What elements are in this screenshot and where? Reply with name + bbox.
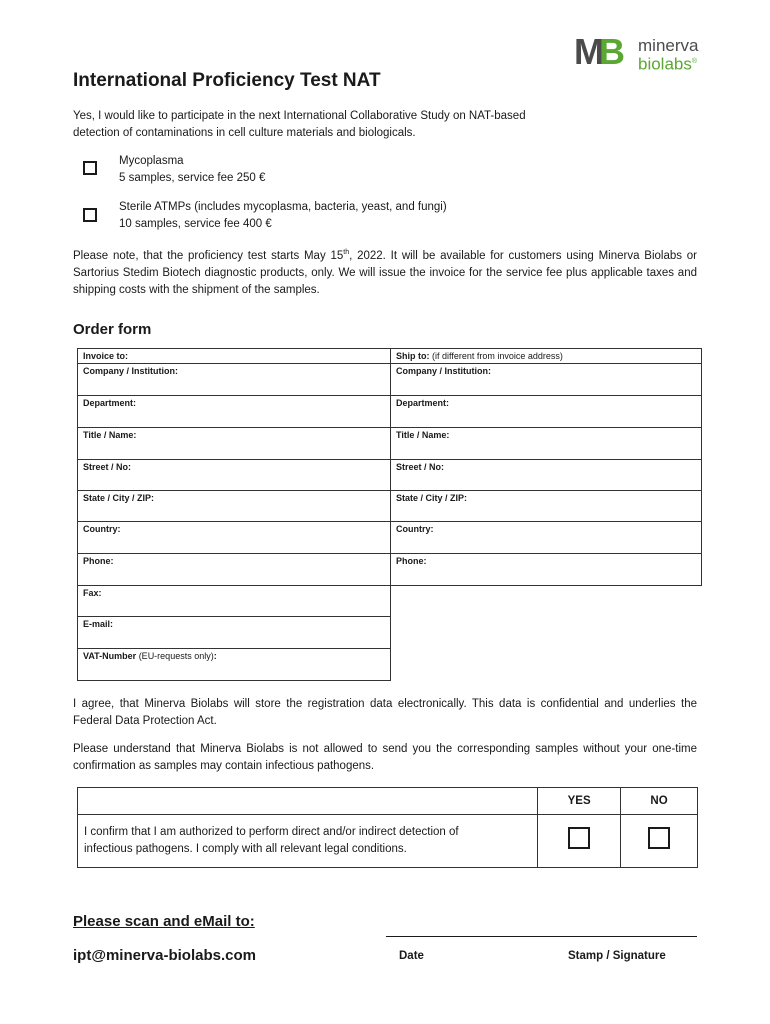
no-cell	[621, 815, 698, 868]
option-mycoplasma: Mycoplasma 5 samples, service fee 250 €	[119, 155, 266, 184]
order-form-heading: Order form	[73, 321, 152, 338]
logo-name-line2: biolabs®	[638, 54, 698, 74]
logo-name-line1: minerva	[638, 36, 699, 55]
ship-country-field[interactable]: Country:	[390, 521, 702, 554]
scan-email-heading: Please scan and eMail to:	[73, 913, 255, 930]
proficiency-note: Please note, that the proficiency test starts May 15th, 2022. It will be available for customers using Minerva Biolabs or Sartorius Stedim Biotech diagnostic products, only. We will issue the invoice for the service fee plus applicable taxes and shipping costs with the shipment of the samples.	[73, 249, 698, 296]
invoice-name-field[interactable]: Title / Name:	[77, 427, 391, 460]
invoice-phone-field[interactable]: Phone:	[77, 553, 391, 586]
ship-state-city-zip-field[interactable]: State / City / ZIP:	[390, 490, 702, 522]
data-protection-text: I agree, that Minerva Biolabs will store the registration data electronically. This data is confidential and underlies the Federal Data Protection Act.	[73, 698, 697, 727]
ship-header: Ship to: (if different from invoice address)	[390, 348, 702, 364]
ship-company-field[interactable]: Company / Institution:	[390, 363, 702, 396]
contact-email[interactable]: ipt@minerva-biolabs.com	[73, 947, 256, 964]
ship-department-field[interactable]: Department:	[390, 395, 702, 428]
stamp-signature-label: Stamp / Signature	[568, 950, 666, 962]
yes-checkbox[interactable]	[568, 827, 590, 849]
page-title: International Proficiency Test NAT	[73, 70, 381, 91]
invoice-vat-field[interactable]: VAT-Number (EU-requests only):	[77, 648, 391, 681]
confirmation-blank-header	[78, 788, 538, 815]
yes-header: YES	[538, 788, 621, 815]
ship-phone-field[interactable]: Phone:	[390, 553, 702, 586]
company-logo	[574, 31, 699, 74]
date-label: Date	[399, 950, 424, 962]
option-sterile-atmps: Sterile ATMPs (includes mycoplasma, bacteria, yeast, and fungi) 10 samples, service fee 400 €	[119, 201, 447, 230]
sterile-atmps-checkbox[interactable]	[83, 208, 97, 222]
confirmation-statement: I confirm that I am authorized to perform direct and/or indirect detection of infectious pathogens. I comply with all relevant legal conditions.	[78, 815, 538, 868]
ship-street-field[interactable]: Street / No:	[390, 459, 702, 491]
logo-mark: MB	[574, 31, 620, 72]
no-checkbox[interactable]	[648, 827, 670, 849]
no-header: NO	[621, 788, 698, 815]
yes-cell	[538, 815, 621, 868]
invoice-fax-field[interactable]: Fax:	[77, 585, 391, 617]
confirmation-notice: Please understand that Minerva Biolabs is not allowed to send you the corresponding samples without your one-time confirmation as samples may contain infectious pathogens.	[73, 743, 697, 772]
invoice-department-field[interactable]: Department:	[77, 395, 391, 428]
invoice-street-field[interactable]: Street / No:	[77, 459, 391, 491]
invoice-email-field[interactable]: E-mail:	[77, 616, 391, 649]
invoice-company-field[interactable]: Company / Institution:	[77, 363, 391, 396]
ship-name-field[interactable]: Title / Name:	[390, 427, 702, 460]
invoice-header: Invoice to:	[77, 348, 391, 364]
invoice-country-field[interactable]: Country:	[77, 521, 391, 554]
signature-line	[386, 936, 697, 937]
mycoplasma-checkbox[interactable]	[83, 161, 97, 175]
invoice-state-city-zip-field[interactable]: State / City / ZIP:	[77, 490, 391, 522]
intro-text: Yes, I would like to participate in the next International Collaborative Study on NAT-based detection of contaminations in cell culture materials and biologicals.	[73, 110, 526, 139]
confirmation-table	[77, 787, 698, 868]
